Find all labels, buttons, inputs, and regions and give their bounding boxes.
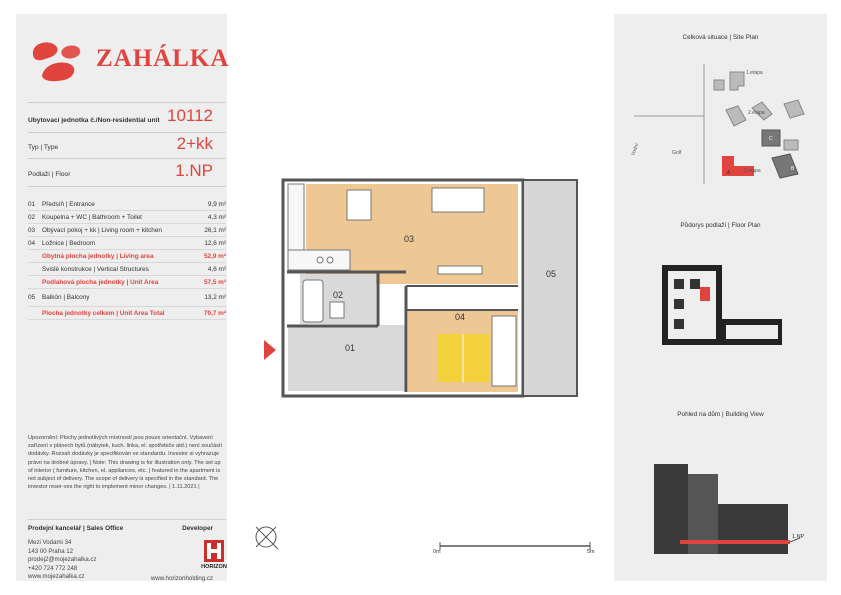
room-name: Svislé konstrukce | Vertical Structures [42, 263, 198, 276]
building-etapa1 [730, 72, 744, 90]
floor-unit [674, 319, 684, 329]
room-name: Předsíň | Entrance [42, 198, 198, 211]
unit-floor: 1.NP [175, 161, 213, 180]
site-plan-title: Celková situace | Site Plan [682, 34, 759, 41]
room-area: 12,6 m² [198, 237, 226, 250]
sales-office-title: Prodejní kancelář | Sales Office [28, 525, 124, 532]
sofa [432, 188, 484, 212]
room-name: Koupelna + WC | Bathroom + Toilet [42, 211, 198, 224]
entrance-arrow-icon [264, 340, 276, 360]
context-panel [614, 14, 827, 581]
label-golf: Golf [672, 150, 682, 156]
sales-phone[interactable]: +420 724 772 248 [28, 564, 78, 572]
developer-web[interactable]: www.horizonholding.cz [151, 575, 213, 582]
room-area: 4,6 m² [198, 263, 226, 276]
scale-end-label: 5m [587, 549, 595, 555]
room-label-03: 03 [404, 234, 415, 244]
bathtub [303, 280, 323, 322]
unit-floor-label: Podlaží | Floor [28, 171, 71, 178]
building-etapa3 [784, 140, 798, 150]
unit-type-label: Typ | Type [28, 144, 59, 151]
room-number: 03 [28, 224, 42, 237]
floor-unit [690, 279, 700, 289]
room-area: 9,9 m² [198, 198, 226, 211]
label-building-a: A [727, 170, 731, 176]
building-view-image [614, 434, 827, 554]
floor-plan-title: Půdorys podlaží | Floor Plan [680, 222, 761, 229]
dining-table [347, 190, 371, 220]
sales-web[interactable]: www.mojezahalka.cz [28, 573, 85, 581]
label-etapa2: 2.etapa [748, 110, 765, 116]
building-etapa2 [784, 100, 804, 118]
site-plan-map [614, 44, 827, 204]
scale-start-label: 0m [433, 549, 441, 555]
label-building-c: C [769, 136, 773, 142]
unit-number-label: Ubytovací jednotka č./Non-residential unit [28, 117, 160, 124]
room-number: 01 [28, 198, 42, 211]
room-area: 52,9 m² [198, 250, 226, 263]
unit-number: 10112 [166, 106, 213, 125]
label-etapa1: 1.etapa [746, 70, 763, 76]
room-area: 70,7 m² [198, 307, 226, 320]
room-label-02: 02 [333, 290, 344, 300]
room-label-05: 05 [546, 269, 557, 279]
kitchen-counter [288, 250, 350, 270]
room-name: Balkón | Balcony [42, 289, 198, 307]
room-number: 04 [28, 237, 42, 250]
floor-corridor [726, 325, 778, 339]
room-name: Ložnice | Bedroom [42, 237, 198, 250]
floor-unit-highlighted [700, 287, 710, 301]
label-street: Vodní [630, 142, 641, 157]
building-floor-label: 1.NP [792, 534, 805, 540]
room-label-04: 04 [455, 312, 466, 322]
room-area: 57,5 m² [198, 276, 226, 289]
building-etapa1 [714, 80, 724, 90]
label-building-b: B [791, 166, 795, 172]
floor-plan-map [614, 259, 827, 359]
room-name: Plocha jednotky celkem | Unit Area Total [42, 307, 198, 320]
room-label-01: 01 [345, 343, 356, 353]
horizon-logo-text: HORIZON [201, 564, 227, 570]
room-entrance [288, 325, 406, 391]
sales-address-line1: Mezi Vodami 34 [28, 539, 72, 546]
tv-unit [438, 266, 482, 274]
room-name: Podlahová plocha jednotky | Unit Area [42, 276, 198, 289]
building-block [718, 504, 788, 554]
building-etapa2 [726, 106, 746, 126]
room-area: 4,3 m² [198, 211, 226, 224]
north-arrow-icon [256, 527, 278, 549]
developer-title: Developer [182, 525, 213, 532]
room-area: 26,1 m² [198, 224, 226, 237]
room-name: Obývací pokoj + kk | Living room + kitchen [42, 224, 198, 237]
building-view-title: Pohled na dům | Building View [677, 411, 764, 418]
floor-unit [674, 299, 684, 309]
sales-email[interactable]: prodej2@mojezahalka.cz [28, 556, 97, 564]
brand-name: ZAHÁLKA [96, 45, 230, 72]
room-area: 13,2 m² [198, 289, 226, 307]
sink [330, 302, 344, 318]
disclaimer-text: Upozornění: Plochy jednotlivých místností jsou pouze orientační. Vybavení zařízení v plánech bytů (nábytek, kuch. linka, el. spotřebiče atd.) není součástí dodávky. Rozsah dodávky je specifikován ve standardu. Investor si vyhrazuje právo na drobné úpravy. | Note: This drawing is for illustration only. The set up of interior ( furniture, kitchen, el. appliances, etc. ) featured in the apartment is not subject of delivery. The scope of delivery is specified in the standard. The investor reser-ves the right to implement minor changes. | 1.11.2021 | [28, 435, 223, 491]
room-name: Obytná plocha jednotky | Living area [42, 250, 198, 263]
sales-address-line2: 143 00 Praha 12 [28, 547, 74, 555]
floor-unit [674, 279, 684, 289]
room-number: 02 [28, 211, 42, 224]
label-etapa3: 3.etapa [744, 168, 761, 174]
unit-type: 2+kk [176, 134, 213, 153]
room-number: 05 [28, 289, 42, 307]
wardrobe [492, 316, 516, 386]
balcony [523, 180, 577, 396]
highlighted-floor [680, 540, 790, 544]
